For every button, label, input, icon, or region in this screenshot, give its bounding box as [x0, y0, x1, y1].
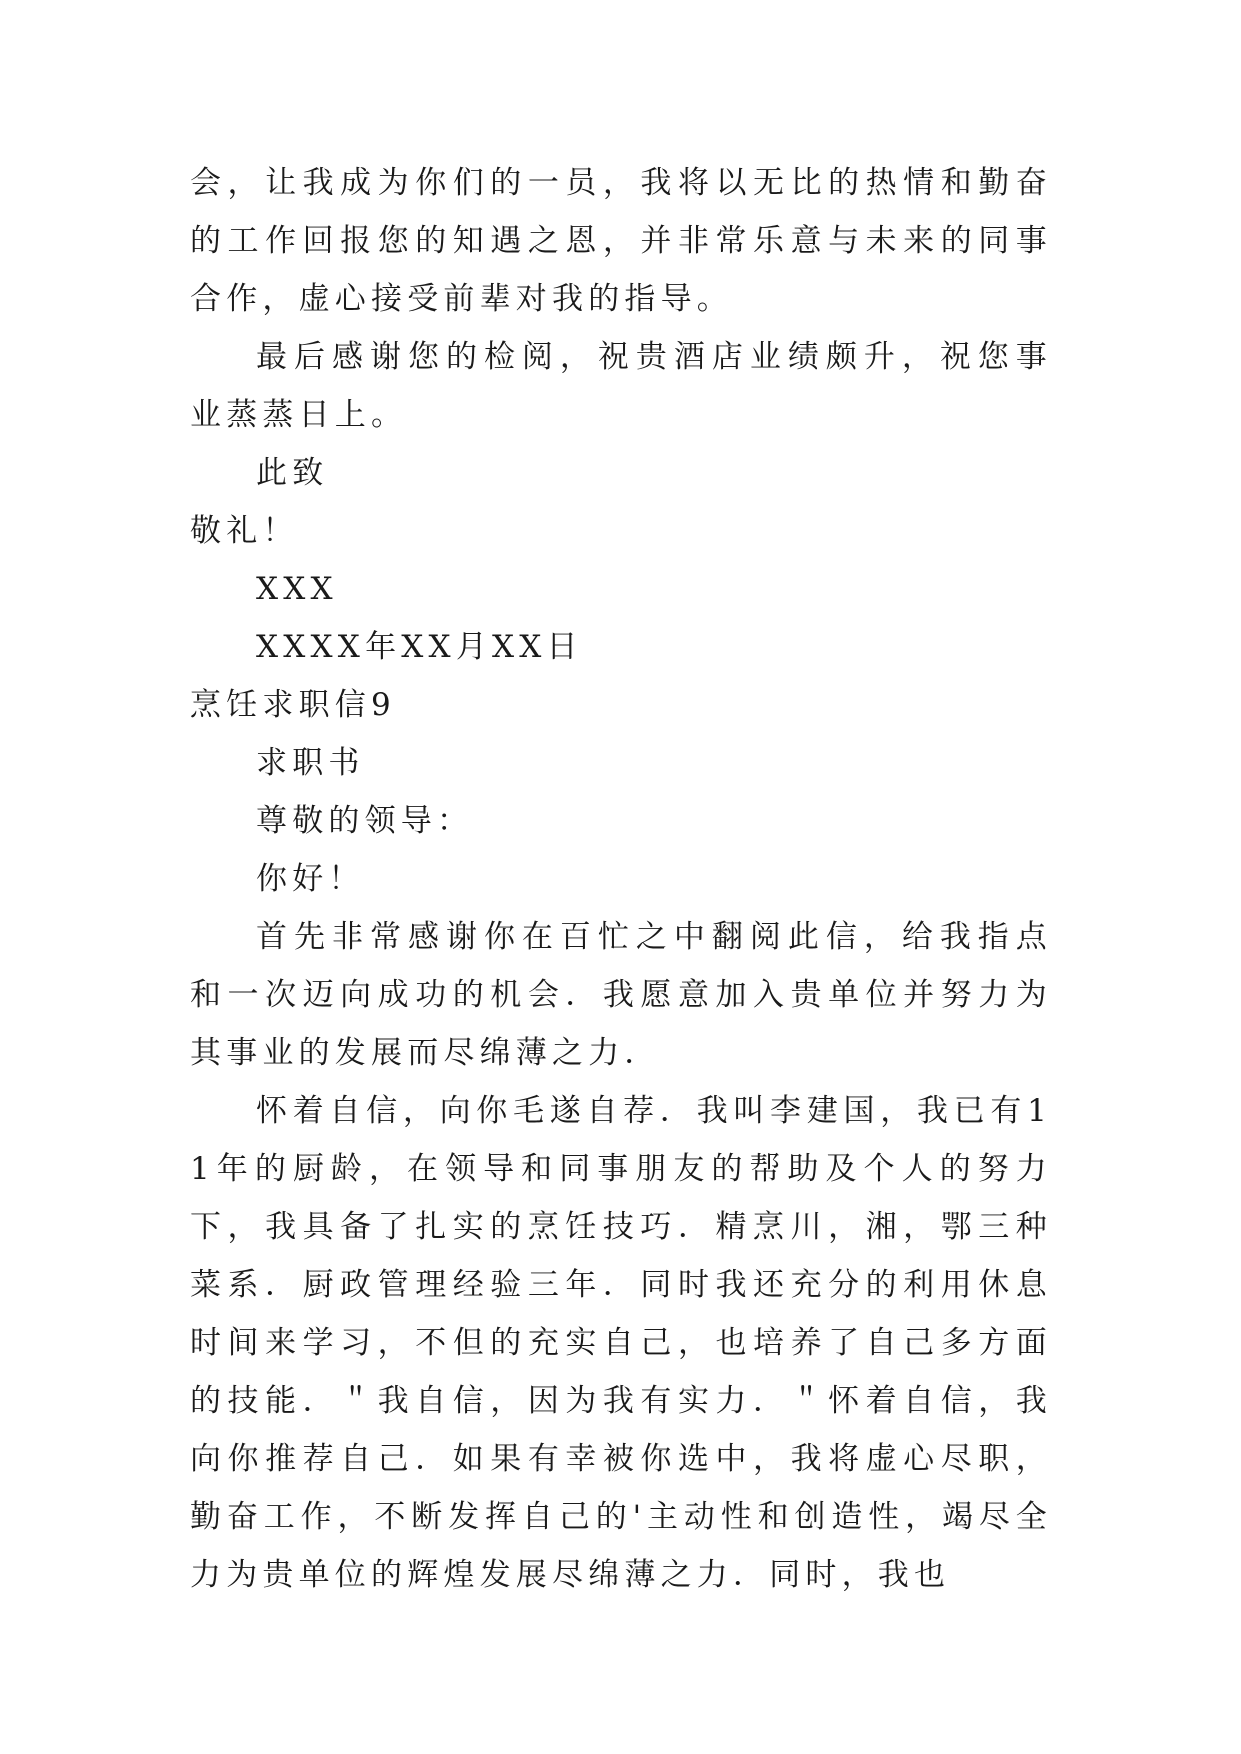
- document-body: [190, 154, 1052, 1604]
- signature-date: XXXX年XX月XX日: [256, 629, 583, 665]
- paragraph-letter-continuation: 会，让我成为你们的一员，我将以无比的热情和勤奋的工作回报您的知遇之恩，并非常乐意与未来的同事合作，虚心接受前辈对我的指导。: [190, 165, 1052, 317]
- paragraph-closing-thanks: 最后感谢您的检阅，祝贵酒店业绩颇升，祝您事业蒸蒸日上。: [190, 339, 1052, 433]
- signature-name: XXX: [256, 571, 338, 607]
- paragraph-introduction: 首先非常感谢你在百忙之中翻阅此信，给我指点和一次迈向成功的机会．我愿意加入贵单位并努力为其事业的发展而尽绵薄之力．: [190, 919, 1052, 1071]
- letter-title: 求职书: [256, 745, 365, 781]
- salutation-cizhi: 此致: [256, 455, 329, 491]
- letter-greeting-recipient: 尊敬的领导：: [256, 803, 474, 839]
- section-heading: 烹饪求职信9: [190, 687, 396, 723]
- letter-greeting-hello: 你好！: [256, 861, 365, 897]
- salutation-jingli: 敬礼！: [190, 513, 299, 549]
- paragraph-self-recommendation: 怀着自信，向你毛遂自荐．我叫李建国，我已有11年的厨龄，在领导和同事朋友的帮助及个人的努力下，我具备了扎实的烹饪技巧．精烹川，湘，鄂三种菜系．厨政管理经验三年．同时我还充分的利用休息时间来学习，不但的充实自己，也培养了自己多方面的技能．＂我自信，因为我有实力．＂怀着自信，我向你推荐自己．如果有幸被你选中，我将虚心尽职，勤奋工作，不断发挥自己的'主动性和创造性，竭尽全力为贵单位的辉煌发展尽绵薄之力．同时，我也: [190, 1093, 1052, 1593]
